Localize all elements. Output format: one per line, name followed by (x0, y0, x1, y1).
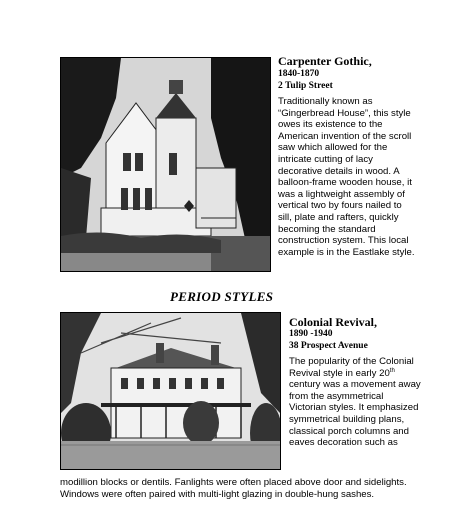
entry-dates: 1890 -1940 (289, 329, 333, 339)
description-part: century was a movement away from the asymmetrical Victorian styles. It emphasized symmetrical building plans, classical porch columns and eaves decoration such as (289, 379, 421, 449)
section-title: PERIOD STYLES (170, 289, 274, 304)
entry-description (289, 356, 421, 449)
entry-description-continued: modillion blocks or dentils. Fanlights were often placed above door and sidelights. Windows were often paired with multi-light glazing in double-hung sashes. (60, 477, 407, 500)
entry-description: Traditionally known as “Gingerbread House”, this style owes its existence to the American invention of the scroll saw which allowed for the intricate cutting of lacy decorative details in wood. A balloon-frame wooden house, it was a lightweight assembly of vertical two by fours nailed to sill, plate and rafters, quickly becoming the standard construction system. This local example is in the Eastlake style. (278, 96, 415, 258)
colonial-house-illustration (61, 313, 280, 469)
gothic-house-illustration (61, 58, 270, 271)
carpenter-gothic-house-photo (60, 57, 271, 272)
entry-address: 2 Tulip Street (278, 81, 333, 91)
entry-dates: 1840-1870 (278, 69, 320, 79)
entry-title: Colonial Revival, (289, 315, 378, 329)
entry-title: Carpenter Gothic, (278, 54, 372, 68)
ordinal-superscript: th (389, 367, 395, 374)
colonial-revival-house-photo (60, 312, 281, 470)
entry-address: 38 Prospect Avenue (289, 341, 368, 351)
description-part: The popularity of the Colonial Revival style in early 20 (289, 356, 414, 379)
